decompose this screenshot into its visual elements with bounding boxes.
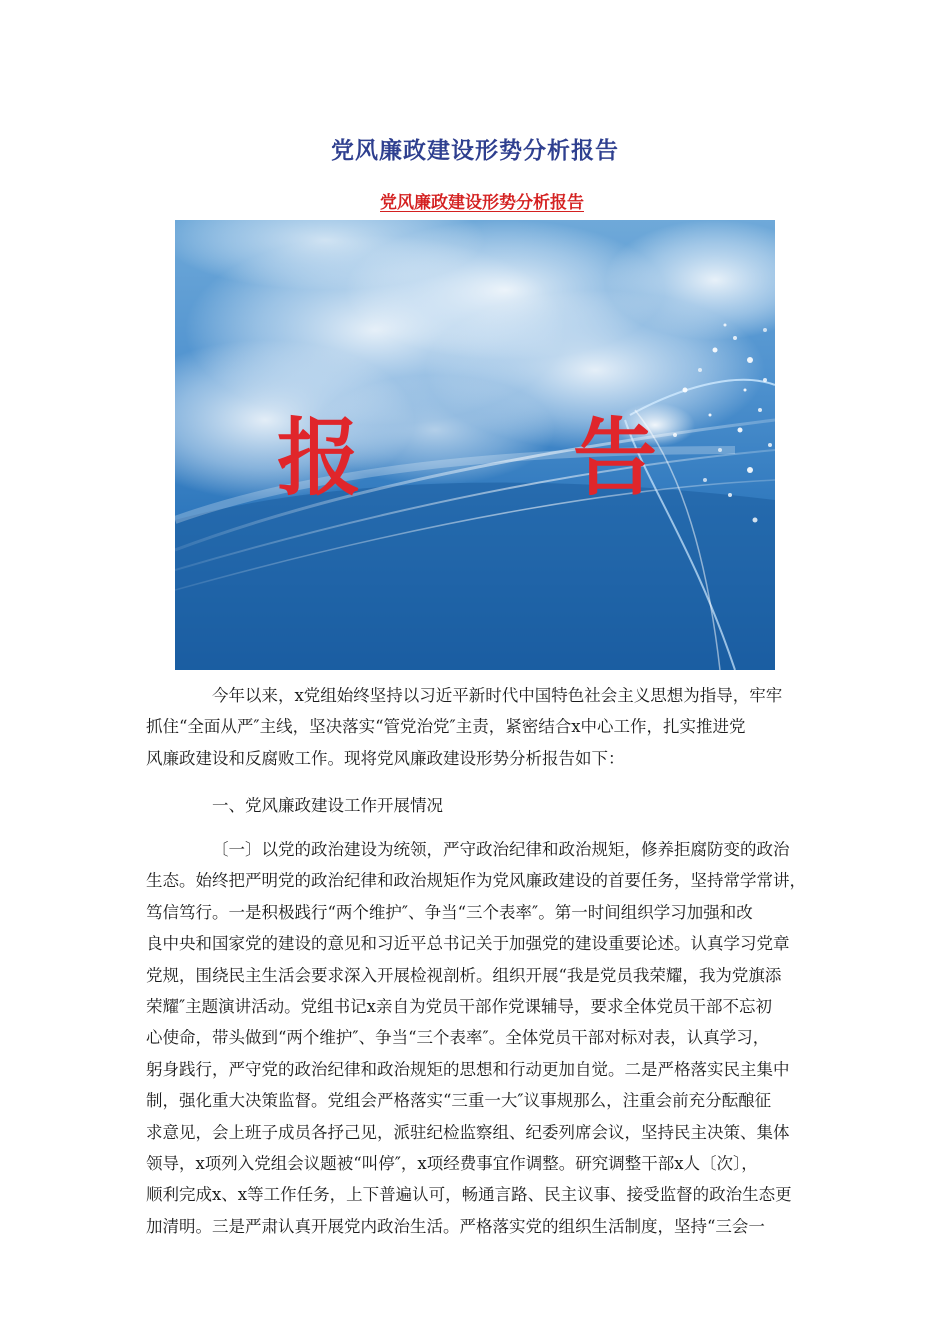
paragraph-line: 今年以来，x党组始终坚持以习近平新时代中国特色社会主义思想为指导，牢牢 [212, 686, 783, 705]
document-subtitle-link[interactable] [340, 188, 612, 213]
cover-image [175, 220, 775, 670]
paragraph-line: 生态。始终把严明党的政治纪律和政治规矩作为党风廉政建设的首要任务，坚持常学常讲， [146, 871, 806, 891]
paragraph-line: 〔一〕以党的政治建设为统领，严守政治纪律和政治规矩，修养拒腐防变的政治 [212, 840, 790, 859]
paragraph-line: 加清明。三是严肃认真开展党内政治生活。严格落实党的组织生活制度，坚持“三会一 [146, 1216, 765, 1236]
paragraph-line: 风廉政建设和反腐败工作。现将党风廉政建设形势分析报告如下： [146, 748, 625, 768]
section-paragraph [146, 834, 808, 1242]
section-heading [146, 790, 808, 821]
paragraph-line: 抓住“全面从严″主线，坚决落实“管党治党″主责，紧密结合x中心工作，扎实推进党 [146, 717, 746, 737]
subtitle-text: 党风廉政建设形势分析报告 [380, 193, 584, 213]
paragraph-line: 笃信笃行。一是积极践行“两个维护″、争当“三个表率″。第一时间组织学习加强和改 [146, 902, 753, 922]
paragraph-line: 制，强化重大决策监督。党组会严格落实“三重一大″议事规那么，注重会前充分酝酿征 [146, 1091, 772, 1111]
document-title: 党风廉政建设形势分析报告 [331, 138, 619, 164]
paragraph-line: 领导，x项列入党组会议题被“叫停″，x项经费事宜作调整。研究调整干部x人〔次〕， [146, 1154, 758, 1174]
paragraph-line: 顺利完成x、x等工作任务，上下普遍认可，畅通言路、民主议事、接受监督的政治生态更 [146, 1185, 792, 1205]
paragraph-line: 心使命，带头做到“两个维护″、争当“三个表率″。全体党员干部对标对表，认真学习， [146, 1028, 770, 1048]
intro-paragraph [146, 680, 808, 774]
cover-char-gao: 告 [573, 409, 658, 507]
section-heading-text: 一、党风廉政建设工作开展情况 [212, 796, 443, 815]
paragraph-line: 党规，围绕民主生活会要求深入开展检视剖析。组织开展“我是党员我荣耀，我为党旗添 [146, 965, 782, 985]
paragraph-line: 良中央和国家党的建设的意见和习近平总书记关于加强党的建设重要论述。认真学习党章 [146, 934, 790, 954]
paragraph-line: 躬身践行，严守党的政治纪律和政治规矩的思想和行动更加自觉。二是严格落实民主集中 [146, 1059, 790, 1079]
sky-clouds-illustration [175, 220, 775, 670]
paragraph-line: 求意见，会上班子成员各抒己见，派驻纪检监察组、纪委列席会议，坚持民主决策、集体 [146, 1122, 790, 1142]
cover-char-bao: 报 [277, 409, 362, 507]
paragraph-line: 荣耀″主题演讲活动。党组书记x亲自为党员干部作党课辅导，要求全体党员干部不忘初 [146, 997, 772, 1017]
